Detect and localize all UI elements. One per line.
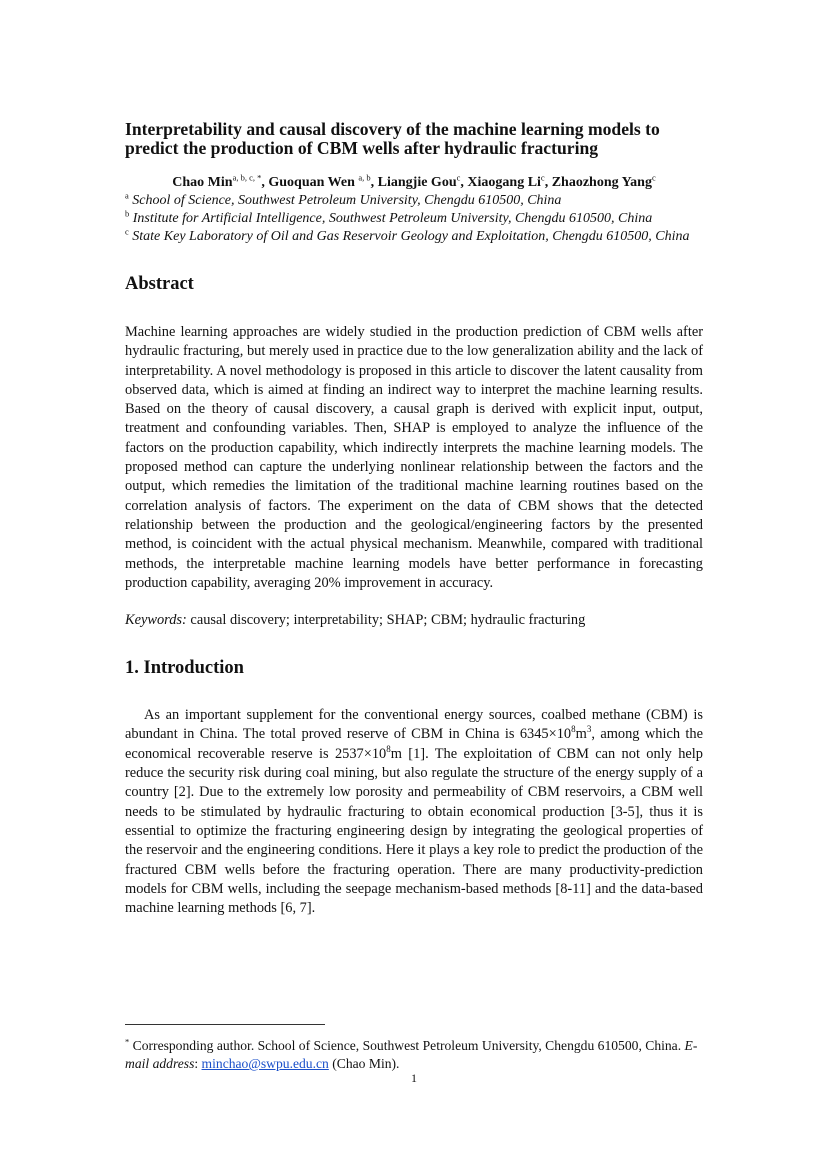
abstract-text: Machine learning approaches are widely studied in the production prediction of CBM wells after hydraulic fracturing, but merely used in practice due to the low generalization ability and the lack of interpretability. A novel methodology is proposed in this article to discover the latent causality from observed data, which is aimed at finding an indirect way to interpret the machine learning results. Based on the theory of causal discovery, a causal graph is derived with explicit input, output, treatment and confounding variables. Then, SHAP is employed to analyze the influence of the factors on the production capability, which indirectly interprets the machine learning models. The proposed method can capture the underlying nonlinear relationship between the factors and the output, which remedies the limitation of the traditional machine learning routines based on the correlation analysis of factors. The experiment on the data of CBM shows that the detected relationship between the production and the geological/engineering factors by the presented method, is coincident with the actual physical mechanism. Meanwhile, compared with traditional methods, the interpretable machine learning models have better performance in forecasting production capability, averaging 20% improvement in accuracy. (125, 324, 703, 591)
introduction-heading: 1. Introduction (125, 658, 244, 679)
intro-text: , among which the economical recoverable reserve is 2537×10 (125, 726, 704, 762)
intro-exponent: 8 (571, 724, 576, 735)
email-label: E-mail address (125, 1038, 698, 1071)
footnote-text: : (194, 1056, 202, 1071)
author-affiliation-marker: c (456, 172, 461, 183)
author-affiliation-marker: c (651, 172, 656, 183)
affiliation-text: School of Science, Southwest Petroleum University, Chengdu 610500, China (132, 193, 562, 208)
abstract-heading: Abstract (125, 274, 194, 294)
footnote-text: Corresponding author. School of Science, Southwest Petroleum University, Chengdu 610500, China. (129, 1038, 685, 1053)
author-list: Chao Min$^{a, b, c, *}$, Guoquan Wen $^{a, b}$, Liangjie Gou$^c$, Xiaogang Li$^c$, Zhaozhong Yang$^c$ (172, 172, 656, 190)
author-name: Xiaogang Li (467, 175, 541, 190)
intro-text: As an important supplement for the conventional energy sources, coalbed methane (CBM) is abundant in China. The total proved reserve of CBM in China is 6345×10 (125, 707, 703, 743)
affiliation-c (125, 228, 703, 246)
paper-title: Interpretability and causal discovery of the machine learning models to predict the production of CBM wells after hydraulic fracturing (125, 119, 660, 158)
affiliation-a (125, 192, 703, 210)
author-affiliation-marker: a, b (358, 172, 371, 183)
affiliation-text: State Key Laboratory of Oil and Gas Reservoir Geology and Exploitation, Chengdu 610500, China (132, 229, 690, 244)
affiliation-text: Institute for Artificial Intelligence, Southwest Petroleum University, Chengdu 610500, China (132, 211, 653, 226)
affiliation-marker: a (125, 190, 129, 201)
intro-exponent: 8 (386, 743, 391, 754)
affiliation-marker: c (125, 226, 129, 237)
affiliation-b (125, 210, 703, 228)
affiliation-marker: b (125, 208, 130, 219)
footnote-text: (Chao Min). (328, 1056, 400, 1071)
author-affiliation-marker: c (540, 172, 545, 183)
author-name: Guoquan Wen (268, 175, 359, 190)
author-affiliation-marker: a, b, c, * (232, 172, 262, 183)
footnote-marker: * (125, 1036, 130, 1047)
keywords-list: causal discovery; interpretability; SHAP; CBM; hydraulic fracturing (186, 612, 586, 629)
introduction-paragraph (125, 706, 703, 918)
keywords-label: Keywords: (125, 612, 187, 629)
author-name: Liangjie Gou (377, 175, 457, 190)
keywords-line (125, 611, 703, 630)
author-name: Zhaozhong Yang (551, 175, 652, 190)
footnote (125, 1037, 703, 1073)
intro-text: m (575, 726, 587, 743)
author-name: Chao Min (172, 175, 233, 190)
intro-text: m [1]. The exploitation of CBM can not only help reduce the security risk during coal mining, but also regulate the structure of the energy supply of a country [2]. Due to the extremely low porosity and permeability of CBM reservoirs, a CBM well needs to be stimulated by hydraulic fracturing to obtain economical production [3-5], thus it is essential to optimize the fracturing engineering design by integrating the geological properties of the reservoir and the engineering conditions. Here it plays a key role to predict the production of the fractured CBM wells before the fracturing operation. There are many productivity-prediction models for CBM wells, including the seepage mechanism-based methods [8-11] and the data-based machine learning methods [6, 7]. (125, 745, 703, 917)
page-number: 1 (411, 1071, 417, 1085)
intro-exponent: 3 (586, 724, 592, 735)
footnote-divider (125, 1024, 325, 1025)
paper-page (125, 120, 703, 918)
email-link[interactable]: minchao@swpu.edu.cn (201, 1056, 329, 1071)
